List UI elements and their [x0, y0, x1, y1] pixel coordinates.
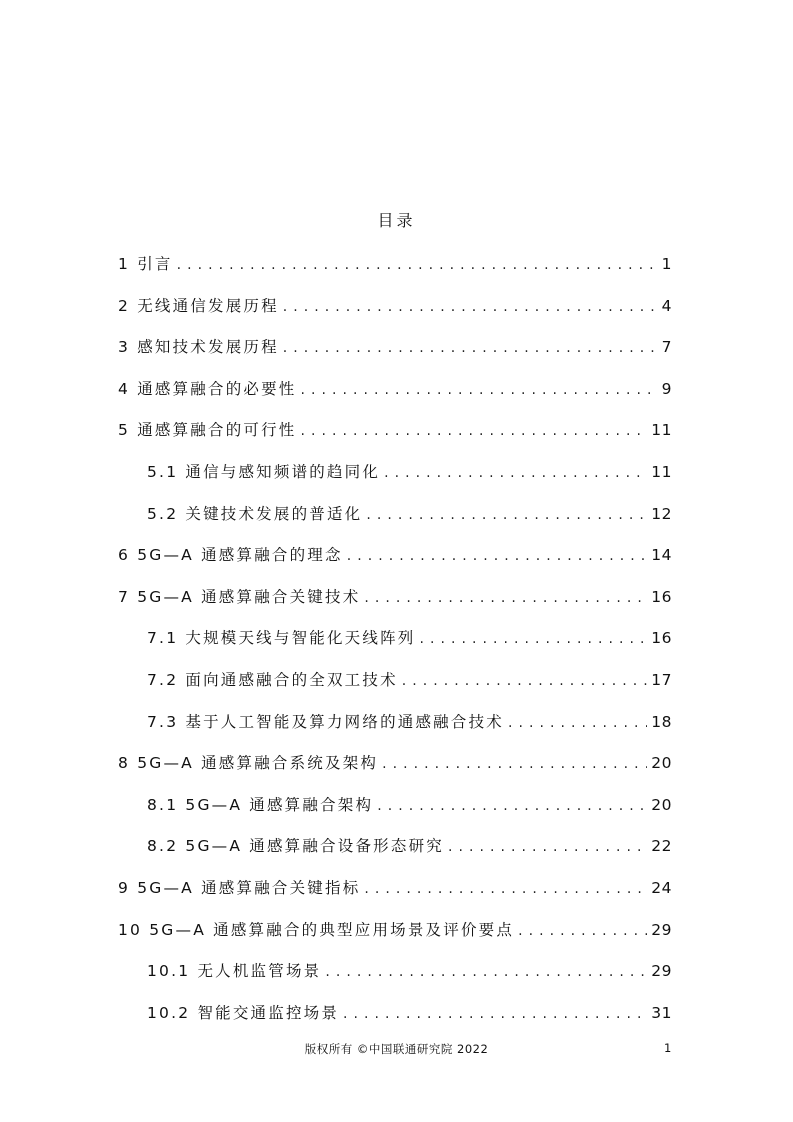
toc-entry-label: 8 5G—A 通感算融合系统及架构 [118, 754, 379, 772]
toc-entry-label: 3 感知技术发展历程 [118, 338, 279, 356]
toc-entry-page: 17 [651, 671, 672, 689]
toc-entry[interactable] [118, 751, 672, 775]
toc-entry-label: 9 5G—A 通感算融合关键指标 [118, 879, 361, 897]
toc-entry-label: 10.2 智能交通监控场景 [147, 1004, 340, 1022]
toc-entry-page: 22 [651, 837, 672, 855]
toc-entry[interactable] [118, 335, 672, 359]
toc-entry[interactable] [147, 834, 672, 858]
toc-entry-page: 7 [661, 338, 672, 356]
toc-dot-leader [382, 756, 647, 772]
toc-dot-leader [347, 548, 648, 564]
toc-entry-page: 20 [651, 796, 672, 814]
toc-dot-leader [508, 715, 647, 731]
toc-entry-label: 5 通感算融合的可行性 [118, 421, 297, 439]
toc-entry-label: 1 引言 [118, 255, 173, 273]
toc-dot-leader [283, 299, 658, 315]
toc-entry-page: 29 [651, 921, 672, 939]
toc-entry-label: 5.1 通信与感知频谱的趋同化 [147, 463, 381, 481]
toc-entry[interactable] [118, 294, 672, 318]
toc-dot-leader [301, 423, 648, 439]
toc-entry-label: 7 5G—A 通感算融合关键技术 [118, 588, 361, 606]
toc-entry-page: 11 [651, 463, 672, 481]
toc-entry-page: 18 [651, 713, 672, 731]
toc-dot-leader [448, 839, 647, 855]
toc-entry-label: 10 5G—A 通感算融合的典型应用场景及评价要点 [118, 921, 515, 939]
toc-entry-page: 20 [651, 754, 672, 772]
toc-dot-leader [301, 382, 658, 398]
toc-entry[interactable] [118, 543, 672, 567]
toc-entry[interactable] [147, 668, 672, 692]
toc-entry-page: 31 [651, 1004, 672, 1022]
toc-entry-label: 5.2 关键技术发展的普适化 [147, 505, 363, 523]
toc-entry-page: 16 [651, 629, 672, 647]
toc-entry-page: 12 [651, 505, 672, 523]
toc-dot-leader [325, 964, 647, 980]
toc-dot-leader [283, 340, 658, 356]
toc-title: 目录 [377, 211, 416, 230]
toc-entry[interactable] [118, 918, 672, 942]
footer-page-number: 1 [664, 1041, 672, 1055]
toc-entry-page: 1 [661, 255, 672, 273]
toc-entry[interactable] [118, 585, 672, 609]
toc-entry-page: 14 [651, 546, 672, 564]
toc-entry-page: 11 [651, 421, 672, 439]
toc-entry-page: 29 [651, 962, 672, 980]
toc-entry-page: 9 [661, 380, 672, 398]
toc-dot-leader [366, 507, 647, 523]
toc-entry-label: 6 5G—A 通感算融合的理念 [118, 546, 343, 564]
toc-entry-page: 4 [661, 297, 672, 315]
toc-entry-label: 2 无线通信发展历程 [118, 297, 279, 315]
toc-dot-leader [343, 1006, 647, 1022]
toc-dot-leader [384, 465, 647, 481]
toc-dot-leader [518, 923, 647, 939]
footer-copyright: 版权所有 ©中国联通研究院 2022 [304, 1042, 489, 1056]
toc-entry-label: 8.1 5G—A 通感算融合架构 [147, 796, 374, 814]
toc-entry[interactable] [118, 418, 672, 442]
toc-entry[interactable] [147, 626, 672, 650]
toc-entry[interactable] [147, 502, 672, 526]
toc-dot-leader [177, 257, 658, 273]
toc-entry[interactable] [118, 252, 672, 276]
toc-entry[interactable] [118, 377, 672, 401]
toc-entry-label: 10.1 无人机监管场景 [147, 962, 322, 980]
toc-dot-leader [402, 673, 647, 689]
toc-entry[interactable] [147, 460, 672, 484]
toc-entry[interactable] [118, 876, 672, 900]
toc-dot-leader [377, 798, 647, 814]
toc-entry-page: 16 [651, 588, 672, 606]
toc-entry[interactable] [147, 959, 672, 983]
toc-entry[interactable] [147, 1001, 672, 1025]
toc-dot-leader [419, 631, 647, 647]
toc-dot-leader [364, 590, 647, 606]
toc-entry-label: 7.2 面向通感融合的全双工技术 [147, 671, 398, 689]
toc-entry-page: 24 [651, 879, 672, 897]
toc-entry[interactable] [147, 710, 672, 734]
toc-entry-label: 7.1 大规模天线与智能化天线阵列 [147, 629, 416, 647]
toc-dot-leader [364, 881, 647, 897]
toc-entry-label: 8.2 5G—A 通感算融合设备形态研究 [147, 837, 444, 855]
toc-entry-label: 7.3 基于人工智能及算力网络的通感融合技术 [147, 713, 504, 731]
toc-entry-label: 4 通感算融合的必要性 [118, 380, 297, 398]
toc-entry[interactable] [147, 793, 672, 817]
